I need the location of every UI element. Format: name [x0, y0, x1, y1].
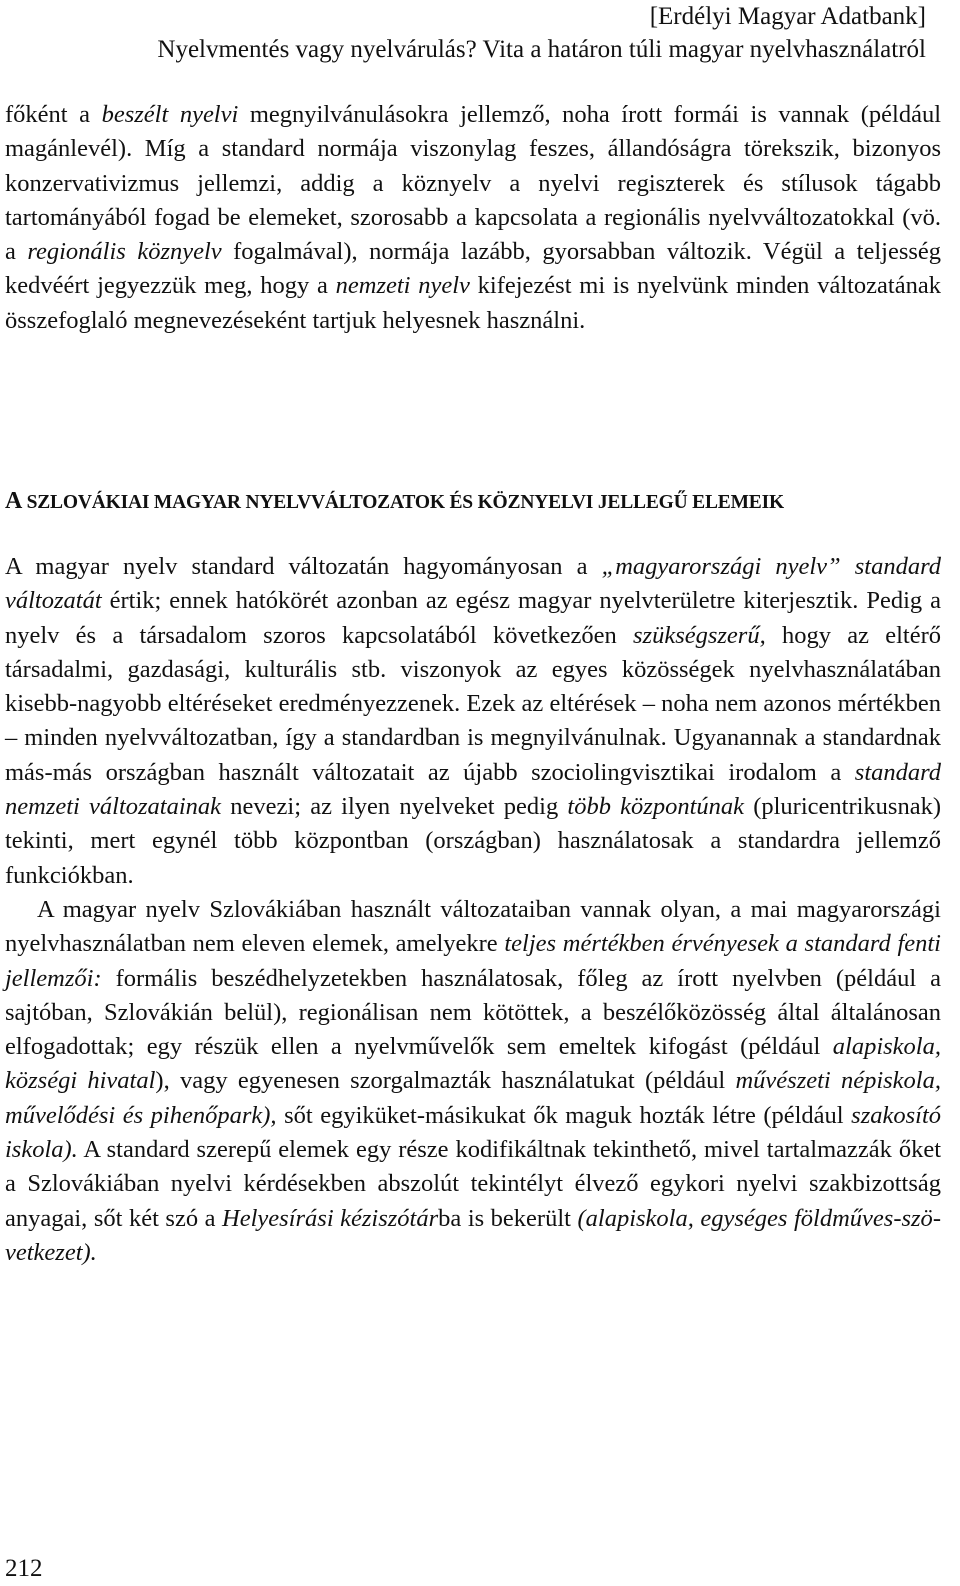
- running-header: [0, 0, 960, 66]
- p2-text-1: A magyar nyelv Szlovákiában használt változataiban vannak olyan, a mai magyarországi nyelvhasználatban nem eleven elemek, amelyekre: [5, 895, 941, 958]
- p2-italic-2: alapiskola, községi hivatal: [5, 1033, 941, 1095]
- p1-text-5: (pluricentrikusnak) tekinti, mert egynél több központban (országban) használatosak a standardra jellemző funkciókban.: [5, 793, 941, 889]
- p2-italic-4: szakosító iskola).: [5, 1101, 941, 1164]
- p2-italic-1: teljes mértékben érvényesek a standard fenti jellemzői:: [5, 930, 941, 992]
- paragraph-1: [5, 550, 941, 893]
- p2-italic-6: (alapiskola, egységes földműves-szövetkezet).: [5, 1204, 941, 1266]
- intro-text-1: főként a: [5, 101, 102, 128]
- p1-italic-2: szükségszerű,: [633, 621, 766, 649]
- intro-italic-1: beszélt nyelvi: [101, 101, 239, 128]
- p1-text-2: értik; ennek hatókörét azonban az egész magyar nyelvterületre kiterjesztik. Pedig a nyelv és a társadalom szoros kapcsolatából következően: [5, 587, 941, 649]
- p2-italic-3: művészeti népiskola, művelődési és pihenőpark),: [5, 1067, 941, 1129]
- intro-text-4: kifejezést mi is nyelvünk minden változatának összefoglaló megnevezéseként tartjuk helyesnek használni.: [5, 272, 941, 334]
- p1-text-1: A magyar nyelv standard változatán hagyományosan a: [5, 553, 602, 580]
- intro-italic-2: regionális köznyelv: [27, 238, 222, 266]
- p1-text-3: hogy az eltérő társadalmi, gazdasági, kulturális stb. viszonyok az egyes közösségek nyelvhasználatában kisebb-nagyobb eltéréseket eredményezzenek. Ezek az eltérések – noha nem azonos mértékben – minden nyelvváltozatban, így a standardban is megnyilvánulnak. Ugyanannak a standardnak más-más országban használt változatait az újabb szociolingvisztikai irodalom a: [5, 621, 941, 786]
- p1-italic-4: több központúnak: [567, 793, 745, 821]
- header-title: Nyelvmentés vagy nyelvárulás? Vita a határon túli magyar nyelvhasználatról: [157, 36, 926, 63]
- p2-text-5: A standard szerepű elemek egy része kodifikáltnak tekinthető, mivel tartalmazzák őket a Szlovákiában nyelvi kérdésekben abszolút tekintélyt élvező egykori nyelvi szakbizottság anyagai, sőt két szó a: [5, 1136, 941, 1232]
- p1-italic-1: „magyarországi nyelv” standard változatát: [5, 553, 941, 615]
- p2-text-4: sőt egyiküket-másikukat ők maguk hozták létre (például: [276, 1101, 852, 1129]
- page-number: 212: [5, 1555, 43, 1582]
- section-heading: [5, 486, 941, 518]
- section-body: [5, 550, 941, 1270]
- intro-italic-3: nemzeti nyelv: [335, 272, 470, 300]
- p2-italic-5: Helyesírási kéziszótár: [222, 1204, 439, 1232]
- p2-text-6: ba is bekerült: [438, 1204, 578, 1232]
- p1-italic-3: standard nemzeti változatainak: [5, 758, 941, 821]
- paragraph-2: [5, 893, 941, 1270]
- intro-paragraph: [5, 98, 941, 338]
- intro-text-3: fogalmával), normája lazább, gyorsabban változik. Végül a teljesség kedvéért jegyezzük meg, hogy a: [5, 238, 942, 300]
- p1-text-4: nevezi; az ilyen nyelveket pedig: [221, 793, 568, 821]
- intro-text-2: megnyilvánulásokra jellemző, noha írott formái is vannak (például magánlevél). Míg a standard normája viszonylag feszes, állandóságra törekszik, bizonyos konzervativizmus jellemzi, addig a köznyelv a nyelvi regiszterek és stílusok tágabb tartományából fogad be elemeket, szorosabb a kapcsolata a regionális nyelvváltozatokkal (vö. a: [5, 101, 942, 266]
- header-source: [Erdélyi Magyar Adatbank]: [649, 3, 926, 30]
- section-heading-text: SZLOVÁKIAI MAGYAR NYELVVÁLTOZATOK ÉS KÖZNYELVI JELLEGŰ ELEMEIK: [26, 492, 784, 513]
- section-heading-initial: A: [5, 488, 27, 514]
- p2-text-3: ), vagy egyenesen szorgalmazták használatukat (például: [155, 1067, 736, 1095]
- p2-text-2: formális beszédhelyzetekben használatosak, főleg az írott nyelvben (például a sajtóban, Szlovákián belül), regionálisan nem kötöttek, a beszélőközösség által általánosan elfogadottak; egy részük ellen a nyelvművelők sem emeltek kifogást (például: [5, 964, 941, 1061]
